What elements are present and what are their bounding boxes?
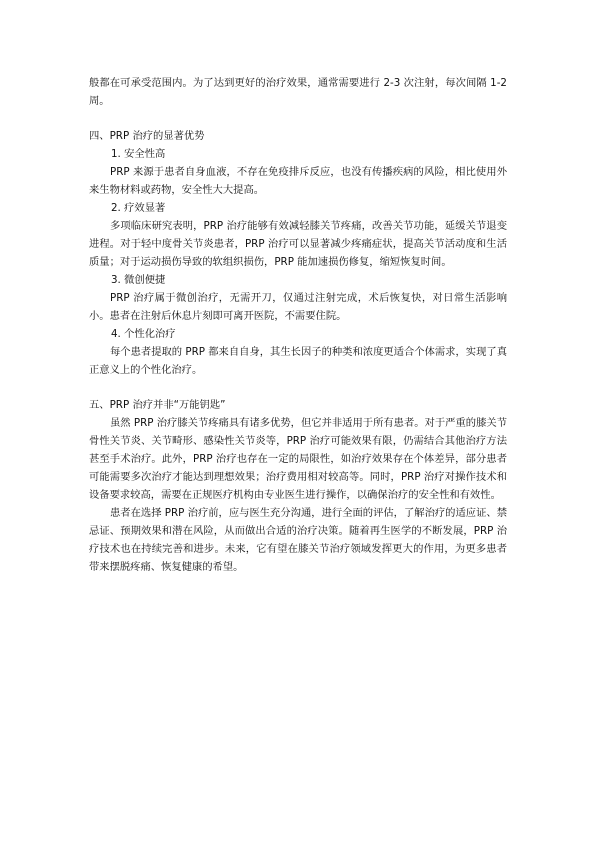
advantage-2-title: 2. 疗效显著 — [111, 202, 166, 214]
spacer — [89, 379, 507, 396]
section-4-heading: 四、PRP 治疗的显著优势 — [89, 130, 205, 142]
section-5-heading: 五、PRP 治疗并非“万能钥匙” — [89, 399, 226, 411]
advantage-3-title: 3. 微创便捷 — [111, 274, 166, 286]
advantage-3-body: PRP 治疗属于微创治疗，无需开刀，仅通过注射完成，术后恢复快，对日常生活影响小。患者在注射后休息片刻即可离开医院，不需要住院。 — [89, 292, 507, 322]
advantage-1-title: 1. 安全性高 — [111, 148, 166, 160]
section-5-paragraph-2: 患者在选择 PRP 治疗前，应与医生充分沟通，进行全面的评估，了解治疗的适应证、禁忌证、预期效果和潜在风险，从而做出合适的治疗决策。随着再生医学的不断发展，PRP 治疗技术也在持续完善和进步。未来，它有望在膝关节治疗领域发挥更大的作用，为更多患者带来摆脱疼痛、恢复健康的希望。 — [89, 507, 507, 573]
section-5-paragraph-1: 虽然 PRP 治疗膝关节疼痛具有诸多优势，但它并非适用于所有患者。对于严重的膝关节骨性关节炎、关节畸形、感染性关节炎等，PRP 治疗可能效果有限，仍需结合其他治疗方法甚至手术治疗。此外，PRP 治疗也存在一定的局限性，如治疗效果存在个体差异，部分患者可能需要多次治疗才能达到理想效果；治疗费用相对较高等。同时，PRP 治疗对操作技术和设备要求较高，需要在正规医疗机构由专业医生进行操作，以确保治疗的安全性和有效性。 — [89, 417, 507, 501]
spacer — [89, 110, 507, 127]
advantage-2-body: 多项临床研究表明，PRP 治疗能够有效减轻膝关节疼痛，改善关节功能，延缓关节退变进程。对于轻中度骨关节炎患者，PRP 治疗可以显著减少疼痛症状，提高关节活动度和生活质量；对于运动损伤导致的软组织损伤，PRP 能加速损伤修复，缩短恢复时间。 — [89, 220, 507, 268]
intro-paragraph: 般都在可承受范围内。为了达到更好的治疗效果，通常需要进行 2-3 次注射，每次间隔 1-2 周。 — [89, 77, 507, 107]
advantage-4-title: 4. 个性化治疗 — [111, 328, 176, 340]
advantage-1-body: PRP 来源于患者自身血液，不存在免疫排斥反应，也没有传播疾病的风险，相比使用外来生物材料或药物，安全性大大提高。 — [89, 166, 507, 196]
document-body — [89, 74, 507, 576]
advantage-4-body: 每个患者提取的 PRP 都来自自身，其生长因子的种类和浓度更适合个体需求，实现了真正意义上的个性化治疗。 — [89, 346, 507, 376]
